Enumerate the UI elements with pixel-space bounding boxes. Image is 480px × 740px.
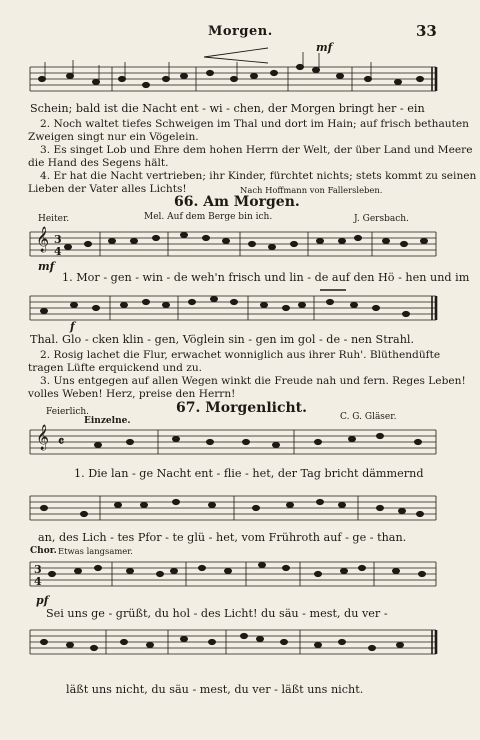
common-time-67: 𝄴: [58, 434, 65, 450]
lyric-line-continuation: Schein; bald ist die Nacht ent - wi - chen, der Morgen bringt her - ein: [30, 102, 425, 115]
dynamic-mf-66: mf: [38, 260, 55, 273]
verse-line: die Hand des Segens hält.: [28, 157, 169, 169]
notes-continuation: [39, 64, 424, 87]
running-head: Morgen.: [208, 24, 273, 39]
staff-continuation: [30, 48, 436, 91]
attribution: Nach Hoffmann von Fallersleben.: [240, 185, 383, 195]
time-signature-chorus-top: 3: [34, 563, 42, 576]
verse-line: 2. Noch waltet tiefes Schweigen im Thal und dort im Hain; auf frisch bethauten: [40, 118, 469, 130]
verse-line: Lieben der Vater alles Lichts!: [28, 183, 187, 195]
treble-clef-66: 𝄞: [36, 227, 50, 252]
tempo-67: Feierlich.: [46, 407, 90, 417]
lyric-line-66-1: 1. Mor - gen - win - de weh'n frisch und lin - de auf den Hö - hen und im: [62, 271, 470, 284]
verse-line: volles Weben! Herz, preise den Herrn!: [28, 388, 236, 400]
lyric-line-66-2: Thal. Glo - cken klin - gen, Vöglein sin - gen im gol - de - nen Strahl.: [30, 333, 415, 346]
verse-line: 2. Rosig lachet die Flur, erwachet wonniglich aus ihrer Ruh'. Blüthendüfte: [40, 349, 441, 361]
song-title-66: 66. Am Morgen.: [174, 194, 300, 210]
composer-66: J. Gersbach.: [354, 214, 409, 224]
time-signature-66-bottom: 4: [54, 245, 62, 258]
treble-clef-67: 𝄞: [36, 425, 50, 450]
tune-note-66: Mel. Auf dem Berge bin ich.: [144, 212, 273, 222]
time-signature-66-top: 3: [54, 233, 62, 246]
dynamic-pf-67: pf: [36, 594, 49, 607]
staff-67-chorus-2: [30, 630, 436, 654]
lyric-line-67-4: läßt uns nicht, du säu - mest, du ver - läßt uns nicht.: [66, 683, 364, 696]
composer-67: C. G. Gläser.: [340, 412, 397, 422]
verse-line: 4. Er hat die Nacht vertrieben; ihr Kinder, fürchtet nichts; stets kommt zu seinen: [40, 170, 477, 182]
time-signature-chorus-bottom: 4: [34, 575, 42, 588]
notes-66-2: [41, 296, 410, 316]
lyric-line-67-2: an, des Lich - tes Pfor - te glü - het, vom Frühroth auf - ge - than.: [38, 531, 407, 544]
song-title-67: 67. Morgenlicht.: [176, 400, 307, 416]
notes-67-1: [95, 433, 422, 447]
verse-line: 3. Es singet Lob und Ehre dem hohen Herrn der Welt, der über Land und Meere: [40, 144, 473, 156]
chorus-label-67: Chor.: [30, 546, 57, 556]
staff-67-chorus-1: [30, 562, 436, 586]
lyric-line-67-1: 1. Die lan - ge Nacht ent - flie - het, der Tag bricht dämmernd: [74, 467, 424, 480]
verse-line: Zweigen singt nur ein Vögelein.: [28, 131, 199, 143]
lyric-line-67-3: Sei uns ge - grüßt, du hol - des Licht! du säu - mest, du ver -: [46, 607, 388, 620]
notes-67-chorus-1: [49, 562, 426, 576]
verse-line: 3. Uns entgegen auf allen Wegen winkt die Freude nah und fern. Reges Leben!: [40, 375, 466, 387]
solo-label-67: Einzelne.: [84, 416, 131, 426]
page-number: 33: [416, 22, 437, 40]
verse-line: tragen Lüfte erquickend und zu.: [28, 362, 203, 374]
staff-67-2: [30, 496, 436, 520]
dynamic-mf-continuation: mf: [316, 41, 333, 54]
dynamic-f-66: f: [70, 320, 75, 333]
notes-66-1: [65, 232, 428, 249]
staff-67-1: [30, 430, 436, 454]
tempo-66: Heiter.: [38, 214, 70, 224]
chorus-tempo-67: Etwas langsamer.: [58, 546, 133, 556]
